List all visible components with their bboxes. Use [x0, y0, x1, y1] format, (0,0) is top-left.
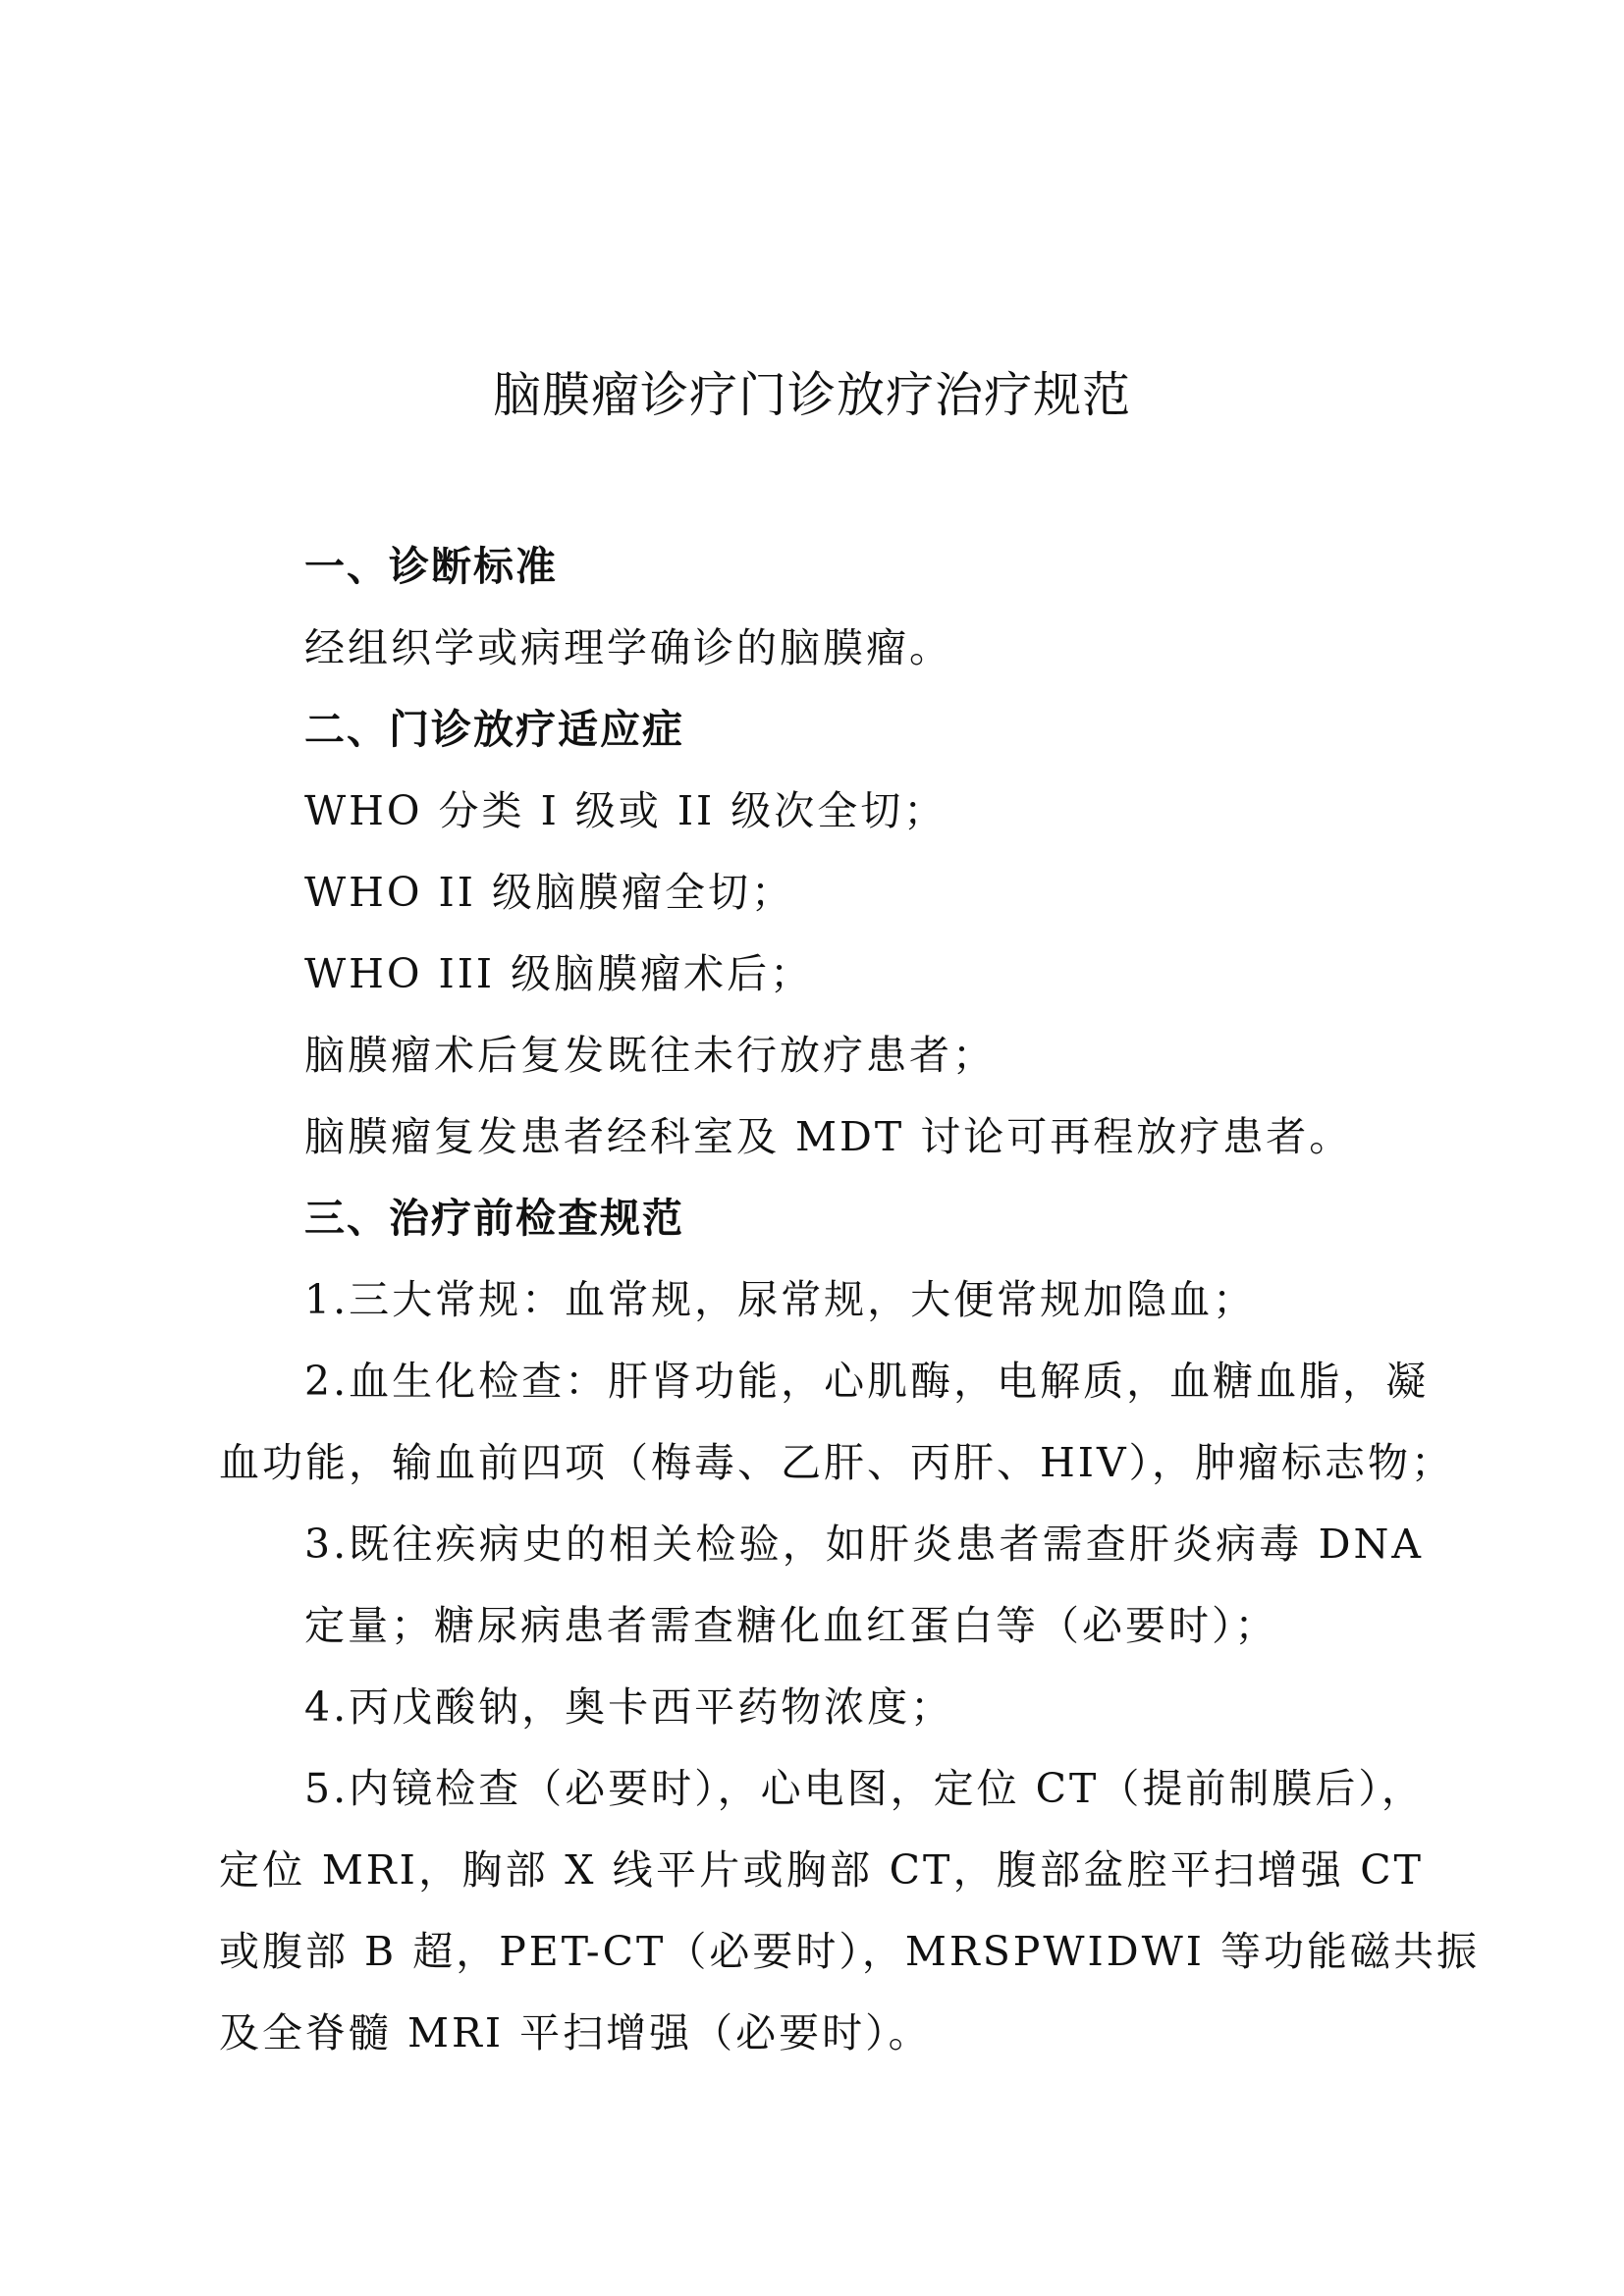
- paragraph-line: 经组织学或病理学确诊的脑膜瘤。: [304, 624, 952, 671]
- indication-line: WHO 分类 I 级或 II 级次全切；: [304, 787, 947, 834]
- exam-item-line: 或腹部 B 超，PET-CT（必要时），MRSPWIDWI 等功能磁共振: [219, 1928, 1480, 1975]
- indication-line: 脑膜瘤术后复发既往未行放疗患者；: [304, 1032, 996, 1079]
- exam-item-line: 血功能，输血前四项（梅毒、乙肝、丙肝、HIV），肿瘤标志物；: [219, 1439, 1455, 1486]
- exam-item-line: 4.丙戊酸钠，奥卡西平药物浓度；: [304, 1683, 954, 1731]
- exam-item-line: 定位 MRI，胸部 X 线平片或胸部 CT，腹部盆腔平扫增强 CT: [219, 1846, 1424, 1894]
- indication-line: WHO II 级脑膜瘤全切；: [304, 869, 794, 916]
- section-heading-diagnosis: 一、诊断标准: [304, 543, 558, 590]
- exam-item-line: 3.既往疾病史的相关检验，如肝炎患者需查肝炎病毒 DNA: [304, 1521, 1424, 1568]
- section-heading-pretreatment-exams: 三、治疗前检查规范: [304, 1195, 684, 1242]
- exam-item-line: 5.内镜检查（必要时），心电图，定位 CT（提前制膜后），: [304, 1765, 1425, 1812]
- indication-line: WHO III 级脑膜瘤术后；: [304, 950, 814, 997]
- exam-item-line: 定量；糖尿病患者需查糖化血红蛋白等（必要时）；: [304, 1602, 1278, 1649]
- section-heading-indications: 二、门诊放疗适应症: [304, 706, 684, 753]
- document-title: 脑膜瘤诊疗门诊放疗治疗规范: [492, 367, 1131, 423]
- exam-item-line: 2.血生化检查：肝肾功能，心肌酶，电解质，血糖血脂，凝: [304, 1358, 1430, 1405]
- exam-item-line: 及全脊髓 MRI 平扫增强（必要时）。: [219, 2009, 932, 2056]
- exam-item-line: 1.三大常规：血常规，尿常规，大便常规加隐血；: [304, 1276, 1257, 1323]
- indication-line: 脑膜瘤复发患者经科室及 MDT 讨论可再程放疗患者。: [304, 1113, 1353, 1160]
